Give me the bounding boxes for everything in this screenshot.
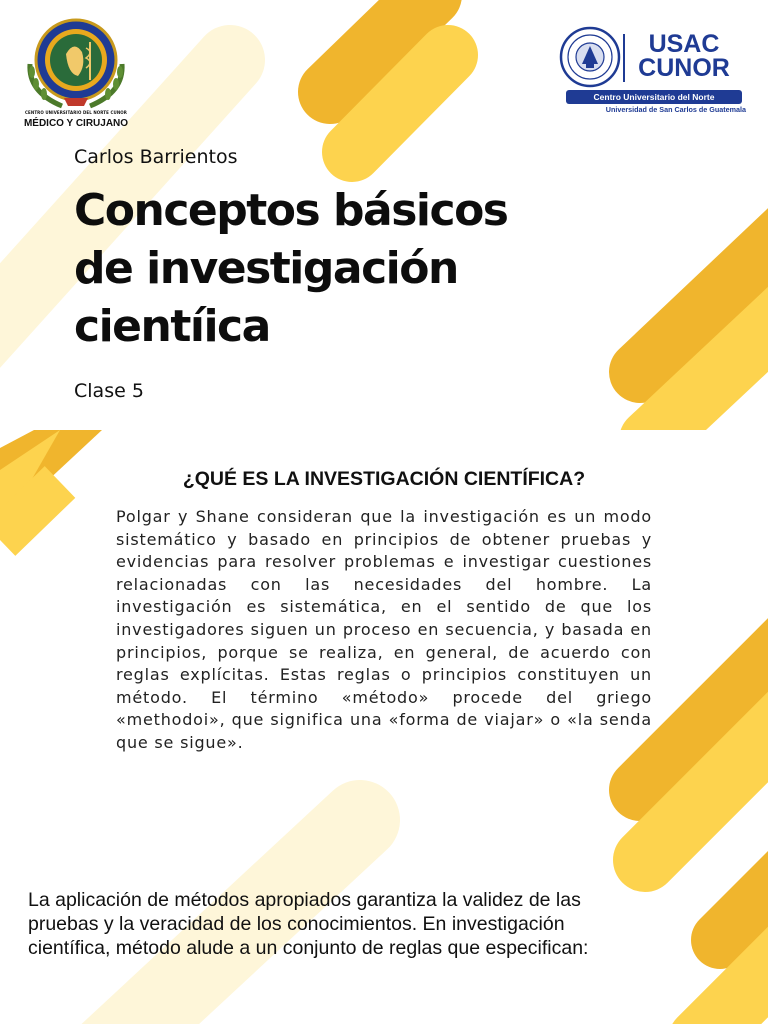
usac-cunor-logo	[556, 26, 746, 118]
university-name: Universidad de San Carlos de Guatemala	[605, 105, 746, 114]
logo-caption: MÉDICO Y CIRUJANO	[23, 118, 129, 129]
title-line: Conceptos básicos	[74, 185, 508, 236]
class-label: Clase 5	[74, 380, 144, 402]
usac-wordmark: USAC	[648, 30, 720, 58]
title-line: de investigación	[74, 243, 458, 294]
medicine-emblem-icon	[22, 14, 130, 110]
section-body: Polgar y Shane consideran que la investigación es un modo sistemático y basado en principios de obtener pruebas y evidencias para resolver problemas e investigar cuestiones relacionadas con las necesidades del hombre. La investigación es sistemática, en el sentido de que los investigadores siguen un proceso en secuencia, y basada en principios, porque se realiza, en general, de acuerdo con reglas explícitas. Estas reglas o principios constituyen un método. El término «método» procede del griego «methodoi», que significa una «forma de viajar» o «la senda que se sigue».	[116, 507, 652, 752]
page-title	[74, 182, 634, 356]
medicine-faculty-logo	[22, 14, 130, 136]
closing-paragraph: La aplicación de métodos apropiados garantiza la validez de las pruebas y la veracidad de los conocimientos. En investigación científica, método alude a un conjunto de reglas que especifican:	[28, 889, 589, 959]
logo-divider	[623, 34, 625, 82]
author-name: Carlos Barrientos	[74, 146, 238, 168]
cunor-name-bar: Centro Universitario del Norte	[566, 90, 742, 104]
university-seal-icon	[558, 26, 622, 88]
title-line: cientíica	[74, 301, 270, 352]
cunor-wordmark: CUNOR	[638, 54, 730, 82]
section-heading: ¿QUÉ ES LA INVESTIGACIÓN CIENTÍFICA?	[182, 468, 586, 490]
logo-caption-small: CENTRO UNIVERSITARIO DEL NORTE CUNOR	[25, 110, 127, 115]
